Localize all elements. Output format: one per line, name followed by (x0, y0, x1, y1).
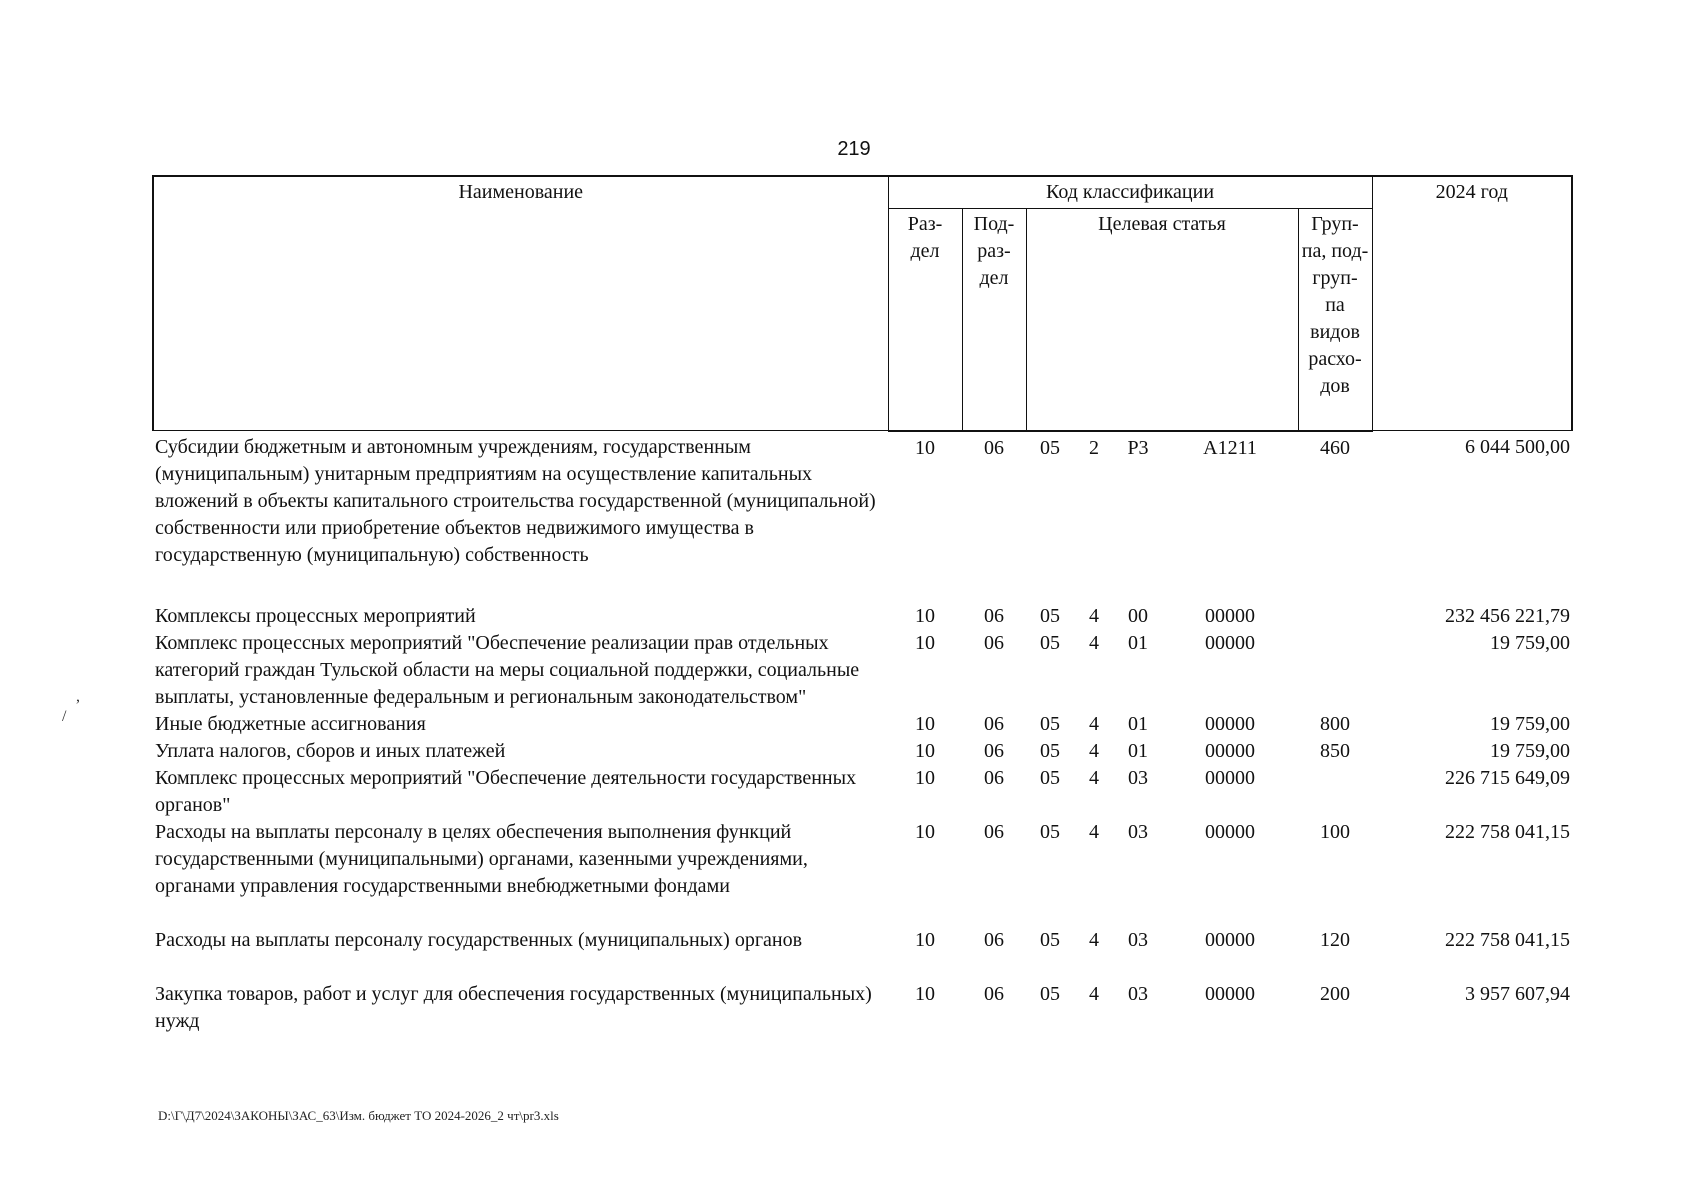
row-cs-element: 00 (1128, 605, 1148, 627)
row-cs-direction: 00000 (1205, 713, 1255, 735)
row-cs-program: 05 (1040, 436, 1060, 459)
row-amount: 6 044 500,00 (1465, 436, 1571, 458)
row-name: Комплексы процессных мероприятий (155, 605, 476, 627)
row-name: Закупка товаров, работ и услуг для обеспечения государственных (муниципальных) нужд (155, 983, 872, 1032)
row-cs-type: 4 (1089, 983, 1099, 1005)
header-name: Наименование (153, 176, 888, 431)
row-cs-type: 4 (1089, 740, 1099, 762)
row-cs-direction: 00000 (1205, 605, 1255, 627)
row-cs-element: 01 (1128, 740, 1148, 762)
row-cs-program: 05 (1040, 767, 1060, 789)
row-amount: 222 758 041,15 (1445, 821, 1571, 843)
row-cs-type: 4 (1089, 605, 1099, 627)
header-section: Раз- дел (888, 209, 962, 431)
row-podrazdel: 06 (984, 713, 1004, 735)
row-expense-group: 460 (1320, 436, 1350, 459)
row-amount: 226 715 649,09 (1445, 767, 1571, 789)
scan-artifact-mark: / (62, 708, 67, 725)
row-expense-group: 120 (1320, 929, 1350, 951)
row-cs-direction: А1211 (1203, 436, 1257, 459)
row-name: Расходы на выплаты персоналу в целях обеспечения выполнения функций государственными (муниципальными) органами, казенными учреждениями, органами управления государственными внебюджетными фондами (155, 821, 808, 897)
table-row (153, 603, 1572, 630)
table-row (153, 819, 1572, 927)
row-cs-element: 01 (1128, 713, 1148, 735)
row-cs-direction: 00000 (1205, 632, 1255, 654)
row-podrazdel: 06 (984, 983, 1004, 1005)
row-amount: 232 456 221,79 (1445, 605, 1571, 627)
row-amount: 19 759,00 (1490, 740, 1571, 762)
row-podrazdel: 06 (984, 767, 1004, 789)
header-target-article: Целевая статья (1026, 209, 1298, 431)
row-name: Расходы на выплаты персоналу государственных (муниципальных) органов (155, 929, 803, 951)
row-cs-type: 2 (1089, 436, 1099, 459)
table-row (153, 927, 1572, 981)
row-cs-element: 03 (1128, 929, 1148, 951)
footer-file-path: D:\Г\Д7\2024\ЗАКОНЫ\ЗАС_63\Изм. бюджет ТО 2024-2026_2 чт\pr3.xls (158, 1108, 559, 1123)
row-name: Субсидии бюджетным и автономным учреждениям, государственным (муниципальным) унитарным предприятиям на осуществление капитальных вложений в объекты капитального строительства государственной (муниципальной) собственности или приобретение объектов недвижимого имущества в государственную (муниципальную) собственность (155, 436, 876, 566)
row-cs-type: 4 (1089, 767, 1099, 789)
header-expense-group: Груп- па, под- груп- па видов расхо- дов (1298, 209, 1372, 431)
row-expense-group (1298, 603, 1372, 630)
row-cs-program: 05 (1040, 605, 1060, 627)
row-cs-element: Р3 (1127, 436, 1149, 459)
row-cs-type: 4 (1089, 821, 1099, 843)
table-row (153, 738, 1572, 765)
row-razdel: 10 (915, 740, 935, 762)
header-year: 2024 год (1372, 176, 1572, 431)
row-razdel: 10 (915, 929, 935, 951)
row-razdel: 10 (915, 713, 935, 735)
row-cs-direction: 00000 (1205, 929, 1255, 951)
header-classification-code: Код классификации (888, 176, 1372, 209)
row-expense-group: 200 (1320, 983, 1350, 1005)
row-cs-program: 05 (1040, 713, 1060, 735)
row-cs-type: 4 (1089, 632, 1099, 654)
row-name: Иные бюджетные ассигнования (155, 713, 426, 735)
row-expense-group (1298, 630, 1372, 711)
row-razdel: 10 (915, 767, 935, 789)
page-number: 219 (837, 138, 871, 160)
header-subsection: Под- раз- дел (962, 209, 1026, 431)
row-razdel: 10 (915, 983, 935, 1005)
row-cs-program: 05 (1040, 632, 1060, 654)
row-cs-program: 05 (1040, 929, 1060, 951)
table-header (153, 176, 1572, 431)
table-row (153, 630, 1572, 711)
row-cs-element: 03 (1128, 767, 1148, 789)
row-podrazdel: 06 (984, 929, 1004, 951)
row-cs-type: 4 (1089, 713, 1099, 735)
table-body (153, 431, 1572, 1036)
row-razdel: 10 (915, 436, 935, 459)
row-amount: 19 759,00 (1490, 632, 1571, 654)
row-podrazdel: 06 (984, 821, 1004, 843)
row-podrazdel: 06 (984, 605, 1004, 627)
row-cs-element: 01 (1128, 632, 1148, 654)
row-cs-direction: 00000 (1205, 740, 1255, 762)
row-podrazdel: 06 (984, 436, 1004, 459)
table-row (153, 711, 1572, 738)
row-expense-group: 100 (1320, 821, 1350, 843)
row-cs-program: 05 (1040, 983, 1060, 1005)
row-podrazdel: 06 (984, 632, 1004, 654)
row-name: Комплекс процессных мероприятий "Обеспечение деятельности государственных органов" (155, 767, 857, 816)
row-cs-program: 05 (1040, 740, 1060, 762)
row-razdel: 10 (915, 605, 935, 627)
row-expense-group: 850 (1320, 740, 1350, 762)
row-name: Уплата налогов, сборов и иных платежей (155, 740, 506, 762)
table-row (153, 431, 1572, 604)
row-expense-group (1298, 765, 1372, 819)
row-amount: 222 758 041,15 (1445, 929, 1571, 951)
row-cs-direction: 00000 (1205, 767, 1255, 789)
row-cs-element: 03 (1128, 983, 1148, 1005)
row-podrazdel: 06 (984, 740, 1004, 762)
table-row (153, 981, 1572, 1035)
row-cs-element: 03 (1128, 821, 1148, 843)
row-name: Комплекс процессных мероприятий "Обеспечение реализации прав отдельных категорий граждан Тульской области на меры социальной поддержки, социальные выплаты, установленные федеральным и региональным законодательством" (155, 632, 860, 708)
row-cs-type: 4 (1089, 929, 1099, 951)
row-amount: 3 957 607,94 (1465, 983, 1571, 1005)
table-row (153, 765, 1572, 819)
row-razdel: 10 (915, 632, 935, 654)
row-cs-program: 05 (1040, 821, 1060, 843)
budget-table (152, 175, 1573, 1035)
scan-artifact-mark: , (76, 688, 80, 705)
row-amount: 19 759,00 (1490, 713, 1571, 735)
row-cs-direction: 00000 (1205, 821, 1255, 843)
row-razdel: 10 (915, 821, 935, 843)
row-expense-group: 800 (1320, 713, 1350, 735)
row-cs-direction: 00000 (1205, 983, 1255, 1005)
